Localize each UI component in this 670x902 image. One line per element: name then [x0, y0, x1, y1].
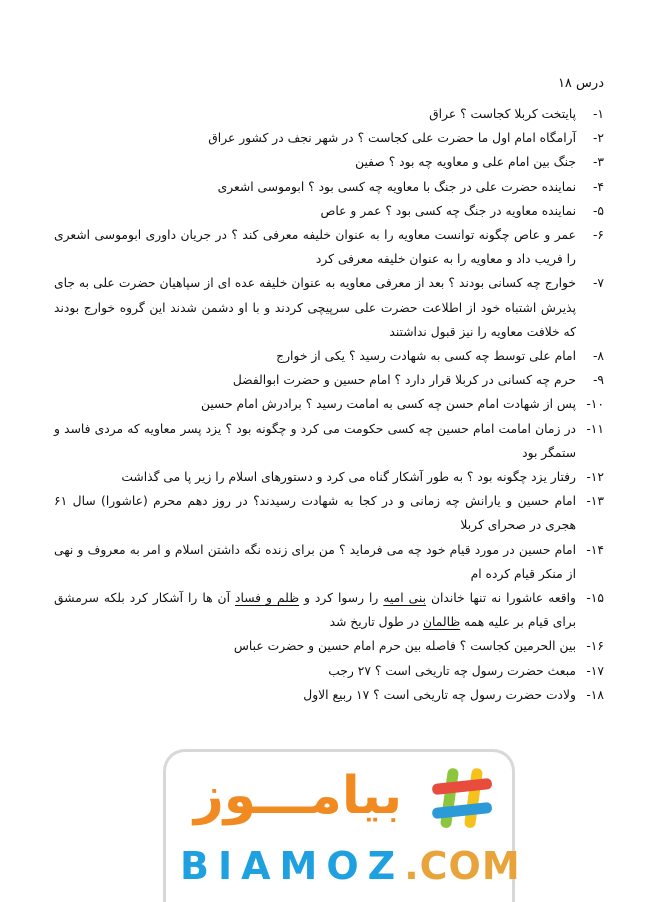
item-number: ۸- — [592, 349, 604, 364]
list-item — [54, 126, 604, 150]
list-item — [54, 223, 604, 271]
item-number: ۱۲- — [586, 470, 604, 485]
item-text — [54, 175, 576, 199]
list-item — [54, 102, 604, 126]
underlined-text: ظلم و فساد — [234, 591, 299, 606]
item-number: ۱۸- — [586, 687, 604, 702]
text-segment: امام حسین در مورد قیام خود چه می فرماید ؟ من برای زنده نگه داشتن اسلام و امر به معروف و نهی از منکر قیام کرده ام — [54, 542, 576, 581]
biamoz-logo — [163, 749, 521, 902]
list-item — [54, 586, 604, 634]
list-item — [54, 175, 604, 199]
item-number: ۱۵- — [586, 591, 604, 606]
text-segment: پس از شهادت امام حسن چه کسی به امامت رسید ؟ برادرش امام حسین — [200, 397, 576, 412]
item-text — [54, 465, 576, 489]
hash-icon — [428, 764, 496, 832]
item-text — [54, 102, 576, 126]
item-number: ۹- — [592, 373, 604, 388]
item-text — [54, 368, 576, 392]
text-segment: مبعث حضرت رسول چه تاریخی است ؟ ۲۷ رجب — [328, 663, 576, 678]
list-item — [54, 417, 604, 465]
item-number: ۳- — [592, 155, 604, 170]
item-number: ۱۱- — [586, 421, 604, 436]
list-item — [54, 199, 604, 223]
item-number: ۱۴- — [586, 542, 604, 557]
item-number: ۵- — [592, 203, 604, 218]
text-segment: خوارج چه کسانی بودند ؟ بعد از معرفی معاویه به عنوان خلیفه عده ای از سپاهیان حضرت علی به جای پذیرش اشتباه خود از اطلاعت حضرت علی سرپیچی کردند و با او دشمن شدند این گروه خوارج بودند که خلافت معاویه را نیز قبول نداشتند — [54, 276, 576, 339]
item-text — [54, 271, 576, 344]
text-segment: رفتار یزد چگونه بود ؟ به طور آشکار گناه می کرد و دستورهای اسلام را زیر پا می گذاشت — [121, 470, 576, 485]
text-segment: امام علی توسط چه کسی به شهادت رسید ؟ یکی از خوارج — [276, 349, 576, 364]
item-text — [54, 586, 576, 634]
text-segment: جنگ بین امام علی و معاویه چه بود ؟ صفین — [355, 155, 576, 170]
text-segment: ولادت حضرت رسول چه تاریخی است ؟ ۱۷ ربیع الاول — [303, 687, 576, 702]
text-segment: آن ها را آشکار کرد بلکه سرمشق برای قیام بر علیه همه — [54, 591, 576, 630]
text-segment: عمر و عاص چگونه توانست معاویه را به عنوان خلیفه معرفی کند ؟ در جریان داوری ابوموسی اشعری را فریب داد و معاویه را به عنوان خلیفه معرفی کرد — [54, 228, 576, 267]
item-text — [54, 392, 576, 416]
item-number: ۱۶- — [586, 639, 604, 654]
item-number: ۱۳- — [586, 494, 604, 509]
text-segment: نماینده حضرت علی در جنگ با معاویه چه کسی بود ؟ ابوموسی اشعری — [217, 179, 576, 194]
list-item — [54, 465, 604, 489]
item-text — [54, 126, 576, 150]
list-item — [54, 392, 604, 416]
text-segment: در زمان امامت امام حسین چه کسی حکومت می کرد و چگونه بود ؟ یزد پسر معاویه که مردی فاسد و ستمگر بود — [54, 421, 576, 460]
logo-persian-text: بیامـــوز — [193, 766, 403, 826]
text-segment: بین الحرمین کجاست ؟ فاصله بین حرم امام حسین و حضرت عباس — [233, 639, 576, 654]
logo-tld: .COM — [404, 844, 521, 888]
item-number: ۱۷- — [586, 663, 604, 678]
text-segment: آرامگاه امام اول ما حضرت علی کجاست ؟ در شهر نجف در کشور عراق — [208, 131, 576, 146]
text-segment: حرم چه کسانی در کربلا قرار دارد ؟ امام حسین و حضرت ابوالفضل — [232, 373, 576, 388]
item-number: ۷- — [592, 276, 604, 291]
text-segment: امام حسین و یارانش چه زمانی و در کجا به شهادت رسیدند؟ در روز دهم محرم (عاشورا) سال ۶۱ هجری در صحرای کربلا — [54, 494, 576, 533]
item-text — [54, 417, 576, 465]
list-item — [54, 634, 604, 658]
underlined-text: ظالمان — [422, 615, 461, 630]
item-text — [54, 634, 576, 658]
list-item — [54, 683, 604, 707]
list-item — [54, 271, 604, 344]
text-segment: در طول تاریخ شد — [329, 615, 423, 630]
item-number: ۶- — [592, 228, 604, 243]
list-item — [54, 344, 604, 368]
item-text — [54, 150, 576, 174]
item-text — [54, 199, 576, 223]
text-segment: نماینده معاویه در جنگ چه کسی بود ؟ عمر و عاص — [320, 203, 576, 218]
item-text — [54, 538, 576, 586]
list-item — [54, 368, 604, 392]
list-item — [54, 659, 604, 683]
item-text — [54, 489, 576, 537]
item-text — [54, 683, 576, 707]
item-text — [54, 344, 576, 368]
text-segment: را رسوا کرد و — [299, 591, 384, 606]
item-number: ۱- — [592, 107, 604, 121]
logo-latin-text — [180, 844, 521, 888]
item-number: ۱۰- — [586, 397, 604, 412]
text-segment: پایتخت کربلا کجاست ؟ عراق — [429, 107, 576, 121]
list-item — [54, 538, 604, 586]
item-number: ۴- — [592, 179, 604, 194]
item-number: ۲- — [592, 131, 604, 146]
item-text — [54, 223, 576, 271]
lesson-title: درس ۱۸ — [557, 76, 604, 91]
question-list — [54, 102, 604, 707]
text-segment: واقعه عاشورا نه تنها خاندان — [426, 591, 576, 606]
list-item — [54, 489, 604, 537]
logo-brand: BIAMOZ — [180, 844, 405, 888]
list-item — [54, 150, 604, 174]
underlined-text: بنی امیه — [383, 591, 426, 606]
item-text — [54, 659, 576, 683]
